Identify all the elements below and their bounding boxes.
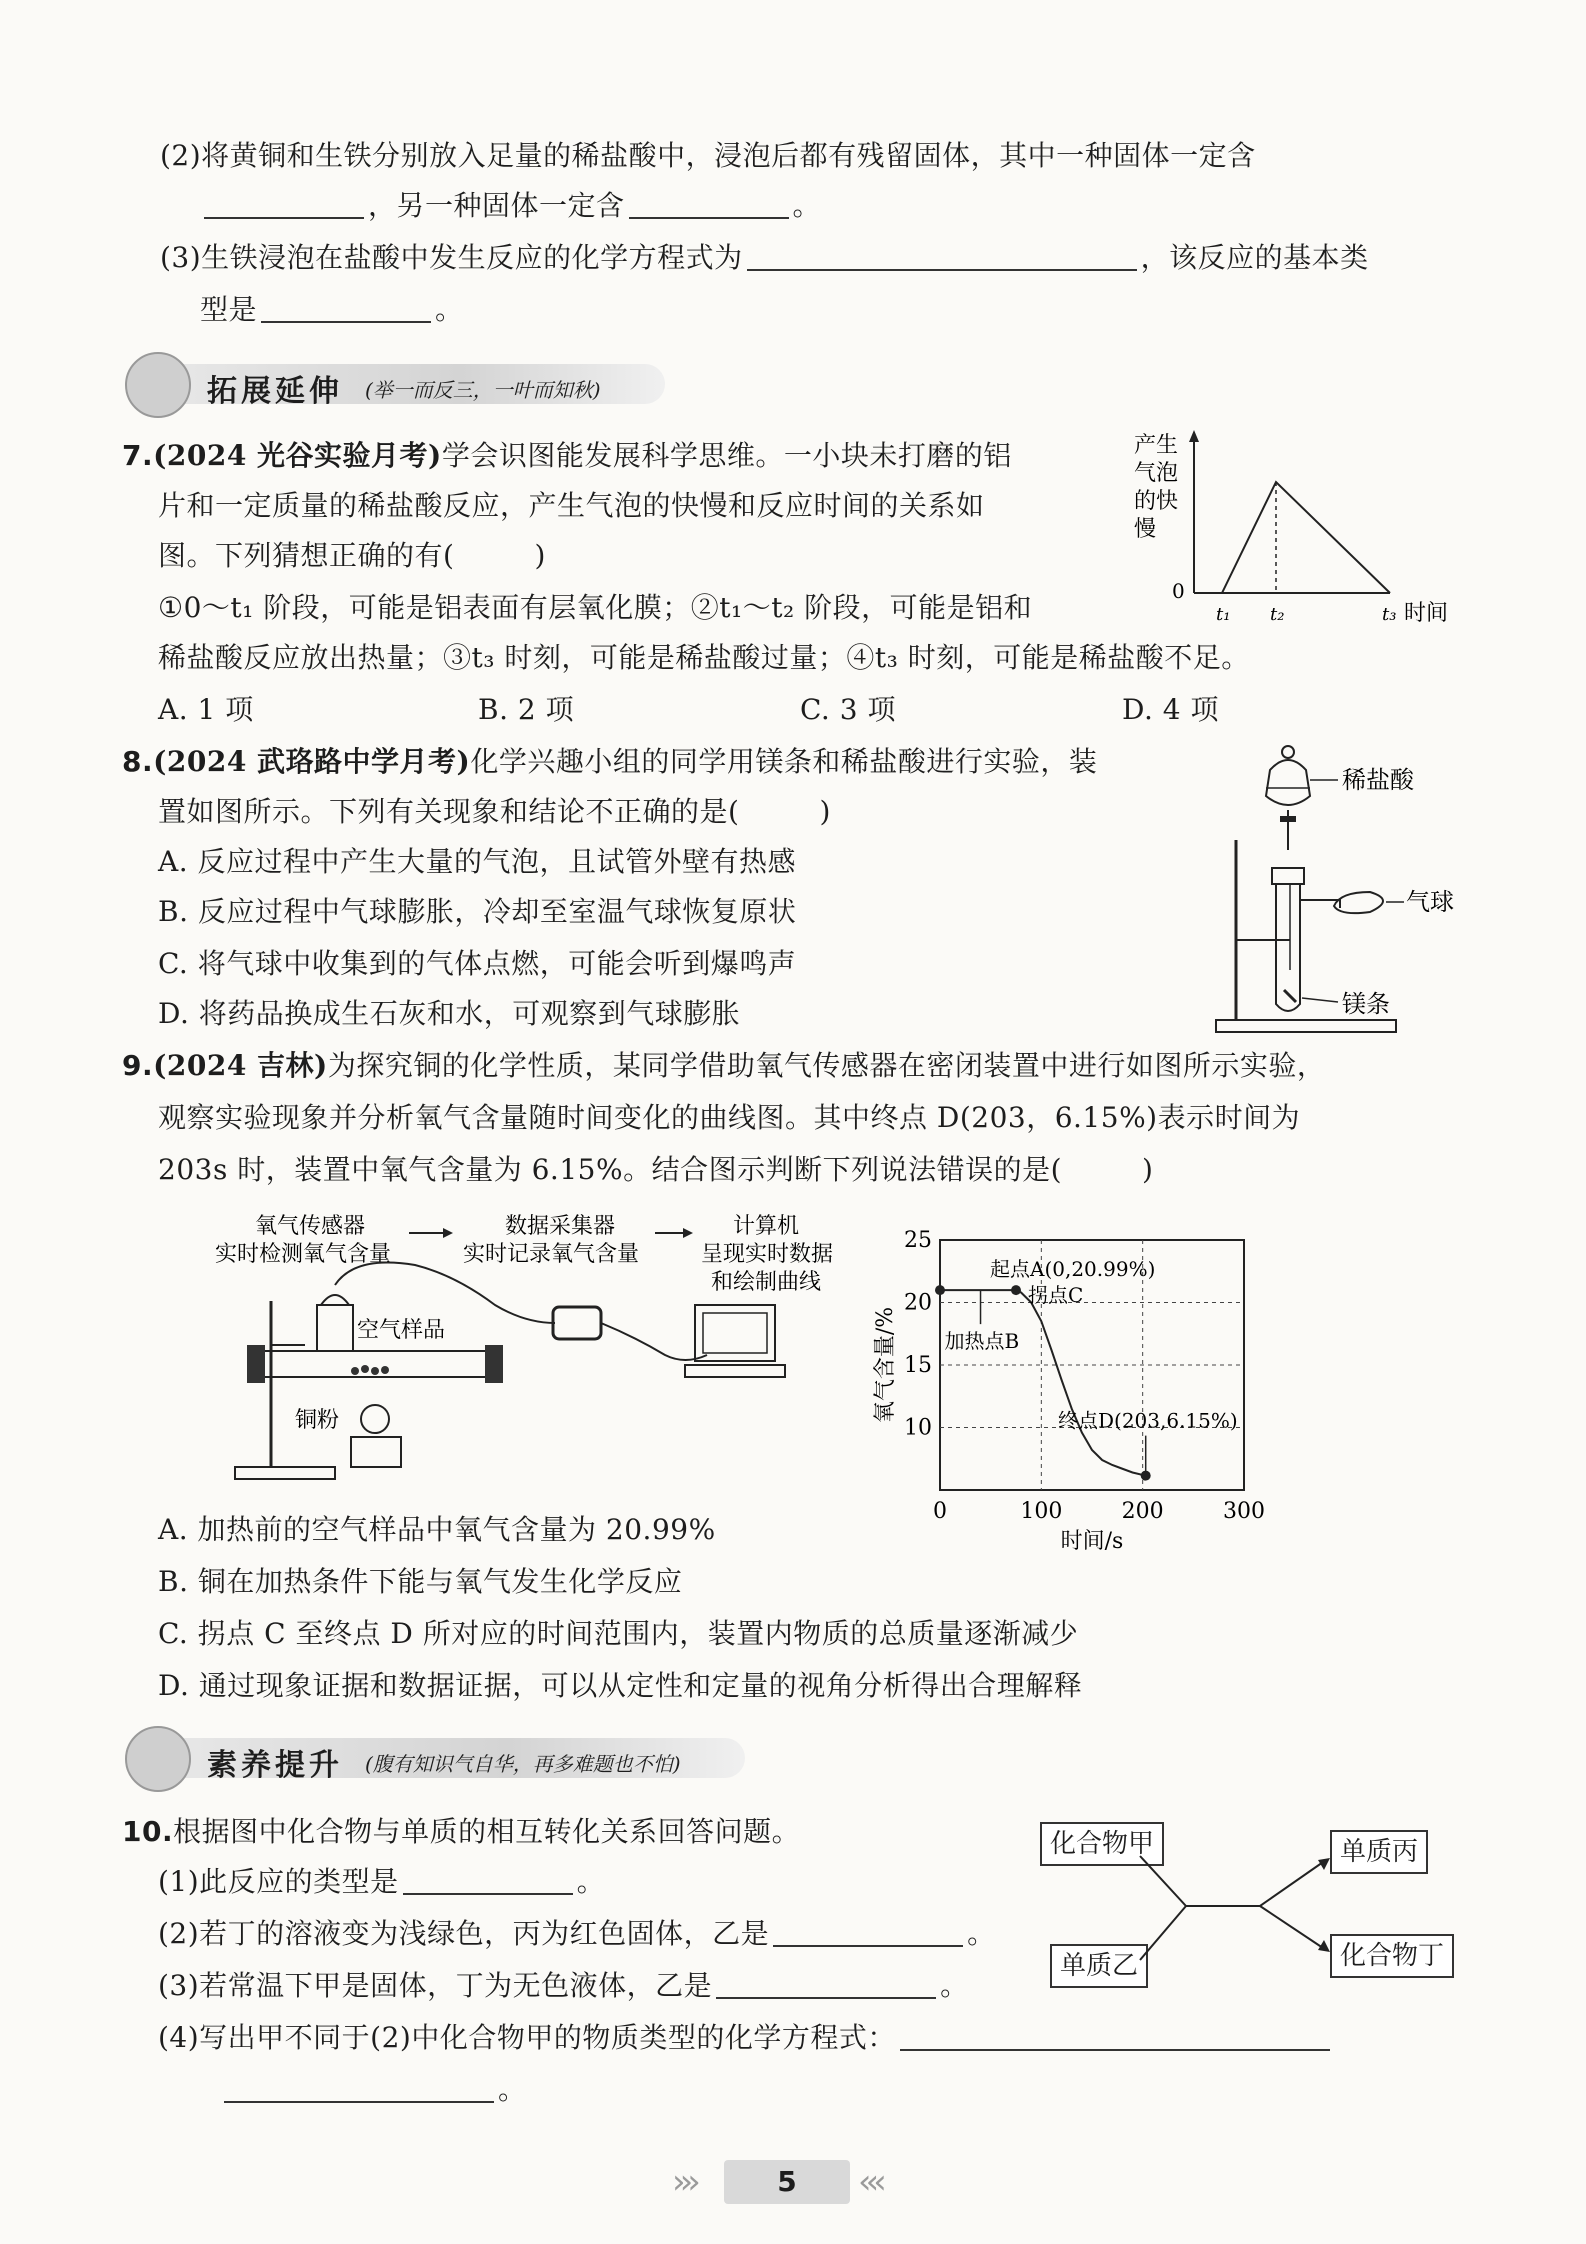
q8-option-d: D. 将药品换成生石灰和水，可观察到气球膨胀 — [158, 997, 741, 1030]
section-banner-extension — [125, 352, 665, 416]
q9-option-c: C. 拐点 C 至终点 D 所对应的时间范围内，装置内物质的总质量逐渐减少 — [158, 1617, 1079, 1650]
t3-label: t₃ — [1382, 604, 1397, 625]
x-tick-label: 300 — [1223, 1499, 1265, 1524]
q8-apparatus-figure — [1210, 740, 1470, 1040]
y-tick-label: 15 — [904, 1353, 932, 1378]
label-dilute-hcl: 稀盐酸 — [1342, 766, 1414, 794]
page-number: 5 — [724, 2160, 850, 2204]
banner-title: 素养提升 — [207, 1748, 343, 1783]
chevron-right-icon: ››› — [672, 2162, 695, 2202]
q9-option-b: B. 铜在加热条件下能与氧气发生化学反应 — [158, 1565, 683, 1598]
answer-blank[interactable] — [716, 1967, 936, 1999]
x-tick-label: 0 — [933, 1499, 947, 1524]
q9-line3: 203s 时，装置中氧气含量为 6.15%。结合图示判断下列说法错误的是( ) — [158, 1153, 1154, 1186]
box2-line2: 实时记录氧气含量 — [463, 1242, 640, 1267]
q6-line3a: (3)生铁浸泡在盐酸中发生反应的化学方程式为 ，该反应的基本类 — [160, 241, 1369, 274]
banner-subtitle: (腹有知识气自华，再多难题也不怕) — [365, 1752, 681, 1776]
y-label-4: 慢 — [1134, 517, 1157, 542]
label-copper-powder: 铜粉 — [295, 1408, 340, 1433]
book-icon — [125, 1726, 191, 1792]
q10-line1: 10.根据图中化合物与单质的相互转化关系回答问题。 — [122, 1815, 801, 1848]
q9-apparatus-figure — [195, 1205, 875, 1495]
chevron-left-icon: ‹‹‹ — [858, 2162, 881, 2202]
box3-line1: 计算机 — [733, 1214, 800, 1239]
annotation-end-d: 终点D(203,6.15%) — [1057, 1408, 1238, 1433]
answer-blank[interactable] — [403, 1863, 573, 1895]
q7-line3: 图。下列猜想正确的有( ) — [158, 539, 546, 572]
q9-oxygen-chart — [860, 1200, 1420, 1554]
q7-option-b: B. 2 项 — [478, 693, 575, 726]
q7-line5: 稀盐酸反应放出热量；③t₃ 时刻，可能是稀盐酸过量；④t₃ 时刻，可能是稀盐酸不足。 — [158, 641, 1250, 674]
banner-title: 拓展延伸 — [207, 374, 343, 409]
x-label: 时间 — [1404, 601, 1449, 626]
label-magnesium: 镁条 — [1342, 990, 1390, 1018]
q9-line1: 9.(2024 吉林)为探究铜的化学性质，某同学借助氧气传感器在密闭装置中进行如图所示实验， — [122, 1049, 1326, 1082]
x-tick-label: 200 — [1121, 1499, 1164, 1524]
alcohol-lamp — [351, 1437, 401, 1467]
q10-sub4: (4)写出甲不同于(2)中化合物甲的物质类型的化学方程式： — [158, 2018, 1334, 2058]
q8-line1: 8.(2024 武珞路中学月考)化学兴趣小组的同学用镁条和稀盐酸进行实验，装 — [122, 745, 1098, 778]
section-banner-literacy — [125, 1726, 745, 1790]
chart-x-label: 时间/s — [1060, 1529, 1124, 1554]
q9-option-d: D. 通过现象证据和数据证据，可以从定性和定量的视角分析得出合理解释 — [158, 1669, 1083, 1702]
t2-label: t₂ — [1270, 604, 1285, 625]
magnesium-strip — [1284, 990, 1296, 1002]
label-balloon: 气球 — [1406, 888, 1454, 916]
annotation-turn-c: 拐点C — [1028, 1283, 1084, 1308]
annotation-start-a: 起点A(0,20.99%) — [990, 1257, 1156, 1282]
q10-sub3: (3)若常温下甲是固体，丁为无色液体，乙是 。 — [158, 1969, 969, 2002]
node-compound-d: 化合物丁 — [1330, 1934, 1454, 1978]
node-element-c: 单质丙 — [1330, 1830, 1428, 1874]
answer-blank[interactable] — [629, 187, 789, 219]
q8-option-c: C. 将气球中收集到的气体点燃，可能会听到爆鸣声 — [158, 947, 797, 980]
box1-line2: 实时检测氧气含量 — [215, 1242, 392, 1267]
answer-blank[interactable] — [224, 2071, 494, 2103]
y-tick-label: 20 — [904, 1290, 932, 1316]
balloon — [1334, 892, 1383, 913]
node-compound-a: 化合物甲 — [1040, 1822, 1164, 1866]
q7-option-a: A. 1 项 — [158, 693, 254, 726]
q7-line1: 7.(2024 光谷实验月考)学会识图能发展科学思维。一小块未打磨的铝 — [122, 439, 1012, 472]
point-a — [935, 1285, 945, 1295]
q8-option-b: B. 反应过程中气球膨胀，冷却至室温气球恢复原状 — [158, 895, 797, 928]
answer-blank[interactable] — [261, 291, 431, 323]
q7-option-d: D. 4 项 — [1122, 693, 1219, 726]
answer-blank[interactable] — [900, 2019, 1330, 2051]
point-c — [1011, 1285, 1021, 1295]
q10-reaction-arrows — [1130, 1840, 1350, 1980]
box3-line3: 和绘制曲线 — [711, 1270, 822, 1295]
separatory-funnel — [1266, 760, 1310, 805]
q9-line2: 观察实验现象并分析氧气含量随时间变化的曲线图。其中终点 D(203，6.15%)表示时间为 — [158, 1101, 1301, 1134]
box1-line1: 氧气传感器 — [255, 1214, 366, 1239]
q7-option-c: C. 3 项 — [800, 693, 896, 726]
q7-line2: 片和一定质量的稀盐酸反应，产生气泡的快慢和反应时间的关系如 — [158, 489, 985, 522]
banner-subtitle: (举一而反三，一叶而知秋) — [365, 378, 601, 402]
box3-line2: 呈现实时数据 — [701, 1242, 834, 1267]
y-tick-label: 25 — [904, 1228, 932, 1253]
y-tick-label: 10 — [904, 1415, 932, 1441]
q8-option-a: A. 反应过程中产生大量的气泡，且试管外壁有热感 — [158, 845, 797, 878]
q6-line2b: ，另一种固体一定含 。 — [200, 186, 821, 226]
q8-line2: 置如图所示。下列有关现象和结论不正确的是( ) — [158, 795, 831, 828]
q6-line2a: (2)将黄铜和生铁分别放入足量的稀盐酸中，浸泡后都有残留固体，其中一种固体一定含 — [160, 139, 1256, 172]
q7-rate-graph — [1120, 428, 1460, 628]
t1-label: t₁ — [1216, 604, 1231, 625]
box2-line1: 数据采集器 — [505, 1214, 616, 1239]
answer-blank[interactable] — [747, 239, 1137, 271]
origin-label: 0 — [1172, 579, 1185, 603]
q6-line3b: 型是 。 — [200, 293, 464, 326]
oxygen-curve — [940, 1290, 1146, 1476]
q7-line4: ①0～t₁ 阶段，可能是铝表面有层氧化膜；②t₁～t₂ 阶段，可能是铝和 — [158, 591, 1033, 624]
annotation-heating-b: 加热点B — [944, 1329, 1020, 1354]
oxygen-sensor — [317, 1305, 353, 1351]
q9-option-a: A. 加热前的空气样品中氧气含量为 20.99% — [158, 1513, 716, 1546]
y-label-3: 的快 — [1134, 489, 1179, 514]
answer-blank[interactable] — [204, 187, 364, 219]
x-tick-label: 100 — [1020, 1499, 1063, 1524]
label-air-sample: 空气样品 — [357, 1318, 446, 1343]
node-element-b: 单质乙 — [1050, 1944, 1148, 1988]
data-collector — [553, 1307, 601, 1339]
q10-sub2: (2)若丁的溶液变为浅绿色，丙为红色固体，乙是 。 — [158, 1917, 996, 1950]
chart-y-label: 氧气含量/% — [873, 1306, 898, 1424]
book-icon — [125, 352, 191, 418]
q10-sub4-cont: 。 — [220, 2070, 527, 2110]
rate-curve — [1194, 482, 1390, 593]
answer-blank[interactable] — [773, 1915, 963, 1947]
y-label-1: 产生 — [1134, 433, 1179, 458]
q10-sub1: (1)此反应的类型是 。 — [158, 1865, 606, 1898]
y-label-2: 气泡 — [1134, 461, 1179, 486]
